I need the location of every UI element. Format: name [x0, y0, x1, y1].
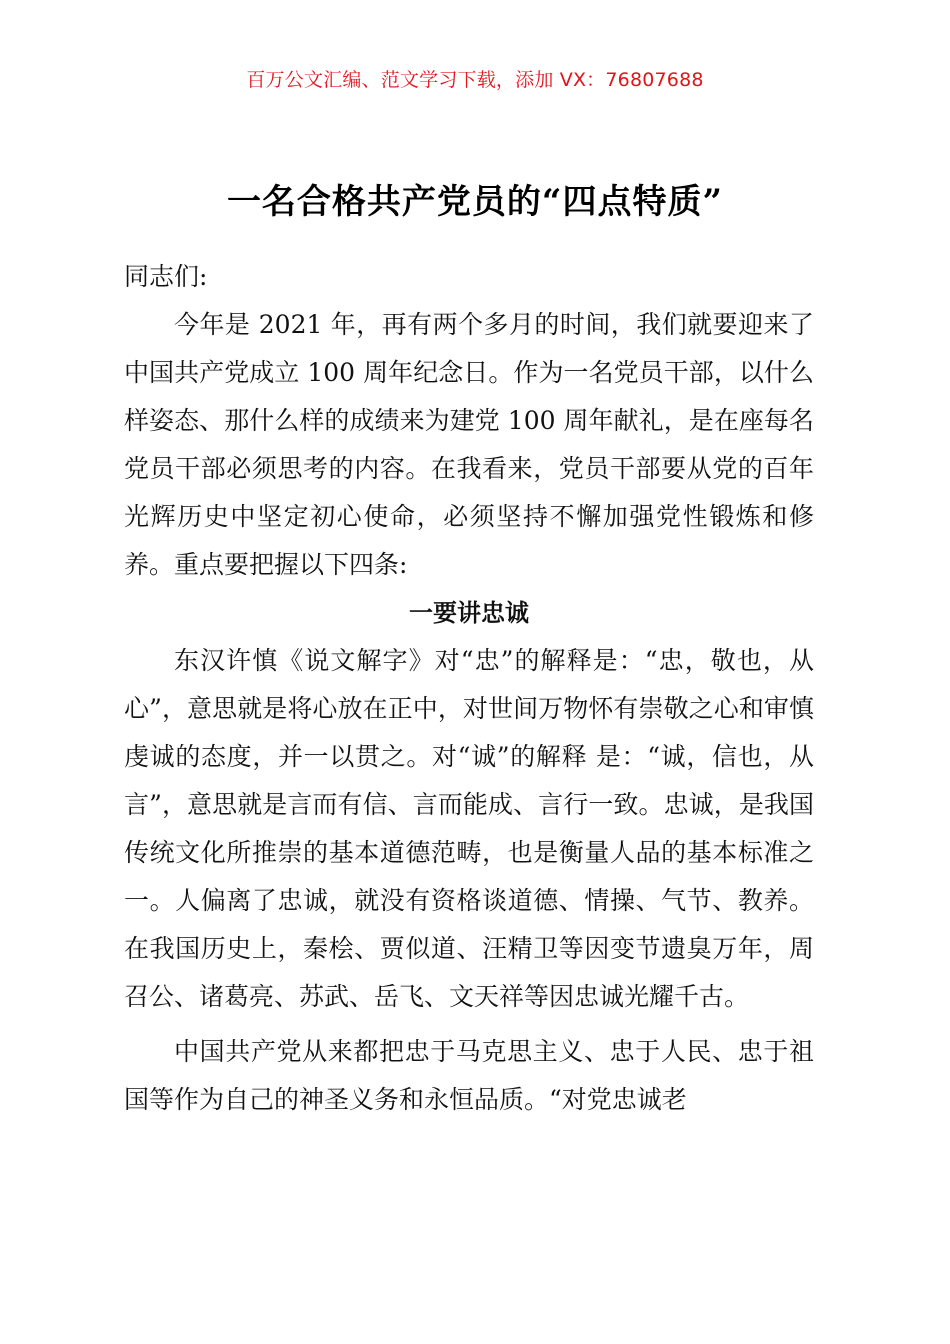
section-heading-loyalty: 一要讲忠诚 — [409, 598, 529, 627]
section1-paragraph-2: 中国共产党从来都把忠于马克思主义、忠于人民、忠于祖国等作为自己的神圣义务和永恒品质。“对党忠诚老 — [124, 1037, 814, 1114]
section1-paragraph-1: 东汉许慎《说文解字》对“忠”的解释是：“忠，敬也，从心”，意思就是将心放在正中，对世间万物怀有崇敬之心和审慎虔诚的态度，并一以贯之。对“诚”的解释 是：“诚，信也，从言”，意思就是言而有信、言而能成、言行一致。忠诚，是我国传统文化所推崇的基本道德范畴，也是衡量人品的基本标准之一。人偏离了忠诚，就没有资格谈道德、情操、气节、教养。在我国历史上，秦桧、贾似道、汪精卫等因变节遗臭万年，周召公、诸葛亮、苏武、岳飞、文天祥等因忠诚光耀千古。 — [124, 646, 814, 1011]
greeting: 同志们: — [124, 262, 208, 291]
document-body — [124, 253, 814, 1124]
download-notice-header: 百万公文汇编、范文学习下载，添加 VX：76807688 — [246, 69, 704, 91]
document-title: 一名合格共产党员的“四点特质” — [226, 182, 724, 222]
intro-paragraph: 今年是 2021 年，再有两个多月的时间，我们就要迎来了中国共产党成立 100 周年纪念日。作为一名党员干部，以什么样姿态、那什么样的成绩来为建党 100 周年献礼，是在座每名党员干部必须思考的内容。在我看来，党员干部要从党的百年光辉历史中坚定初心使命，必须坚持不懈加强党性锻炼和修养。重点要把握以下四条: — [124, 310, 814, 579]
